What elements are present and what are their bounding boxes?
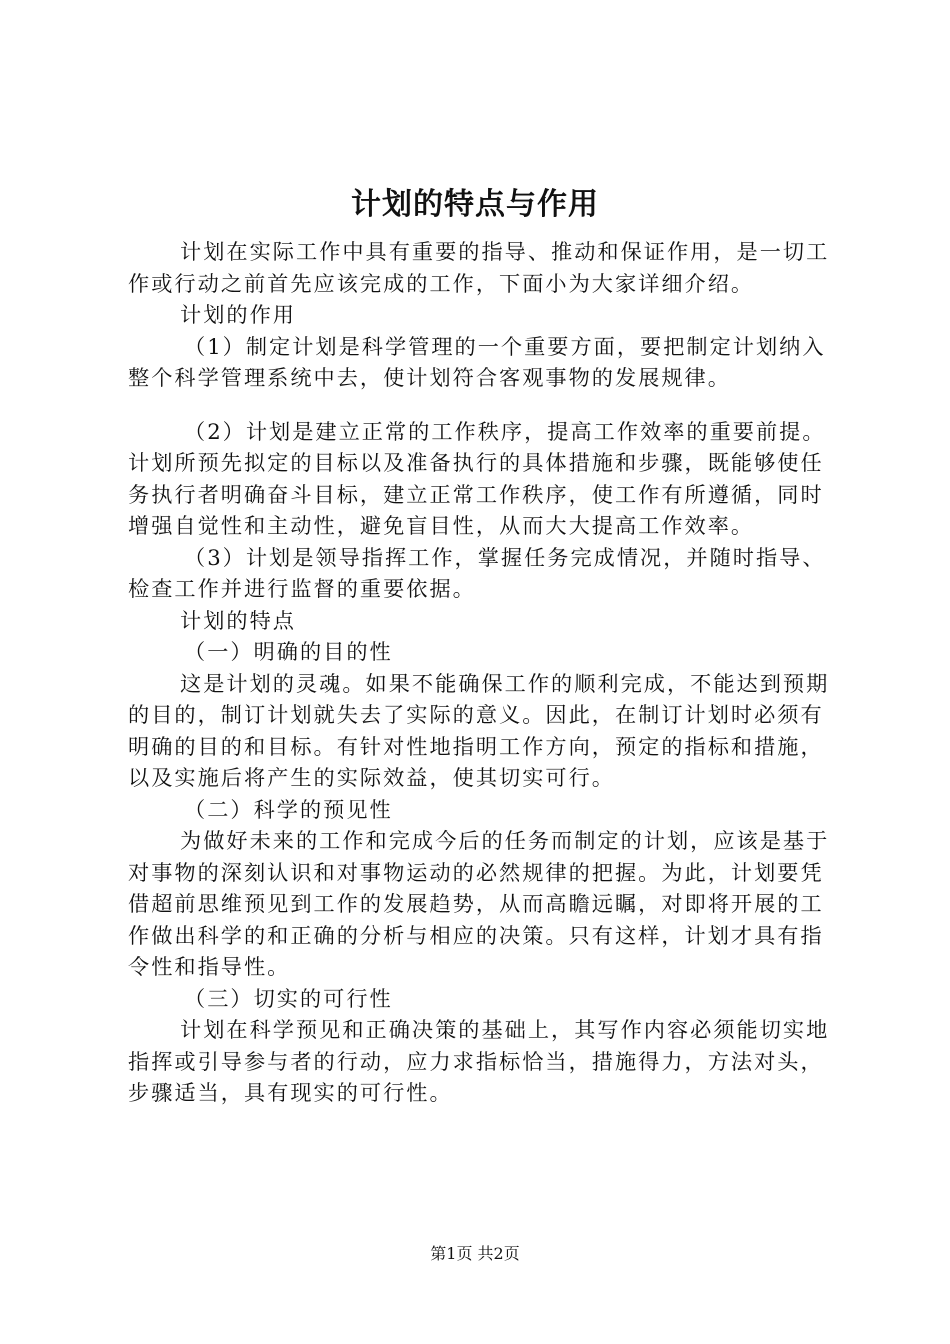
paragraph-role-3: （3）计划是领导指挥工作，掌握任务完成情况，并随时指导、检查工作并进行监督的重要依据。	[128, 544, 826, 601]
subheading-purpose: （一）明确的目的性	[184, 639, 393, 664]
intro-paragraph: 计划在实际工作中具有重要的指导、推动和保证作用，是一切工作或行动之前首先应该完成的工作，下面小为大家详细介绍。	[128, 239, 830, 296]
paragraph-gap	[128, 394, 844, 416]
subheading-feasibility: （三）切实的可行性	[184, 985, 393, 1011]
section-heading-role: 计划的作用	[180, 302, 296, 327]
paragraph-foresight: 为做好未来的工作和完成今后的任务而制定的计划，应该是基于对事物的深刻认识和对事物运动的必然规律的把握。为此，计划要凭借超前思维预见到工作的发展趋势，从而高瞻远瞩，对即将开展的工作做出科学的和正确的分析与相应的决策。只有这样，计划才具有指令性和指导性。	[128, 828, 830, 979]
page-number-footer: 第1页 共2页	[430, 1244, 520, 1263]
paragraph-role-1: （1）制定计划是科学管理的一个重要方面，要把制定计划纳入整个科学管理系统中去，使计划符合客观事物的发展规律。	[128, 333, 826, 390]
document-body	[128, 236, 844, 1109]
paragraph-purpose: 这是计划的灵魂。如果不能确保工作的顺利完成，不能达到预期的目的，制订计划就失去了实际的意义。因此，在制订计划时必须有明确的目的和目标。有针对性地指明工作方向，预定的指标和措施，以及实施后将产生的实际效益，使其切实可行。	[128, 670, 830, 790]
paragraph-role-2: （2）计划是建立正常的工作秩序，提高工作效率的重要前提。计划所预先拟定的目标以及准备执行的具体措施和步骤，既能够使任务执行者明确奋斗目标，建立正常工作秩序，使工作有所遵循，同时增强自觉性和主动性，避免盲目性，从而大大提高工作效率。	[128, 418, 826, 538]
subheading-foresight: （二）科学的预见性	[184, 796, 393, 822]
paragraph-feasibility: 计划在科学预见和正确决策的基础上，其写作内容必须能切实地指挥或引导参与者的行动，应力求指标恰当，措施得力，方法对头，步骤适当，具有现实的可行性。	[128, 1017, 830, 1105]
document-title: 计划的特点与作用	[351, 187, 599, 222]
section-heading-features: 计划的特点	[180, 607, 296, 633]
